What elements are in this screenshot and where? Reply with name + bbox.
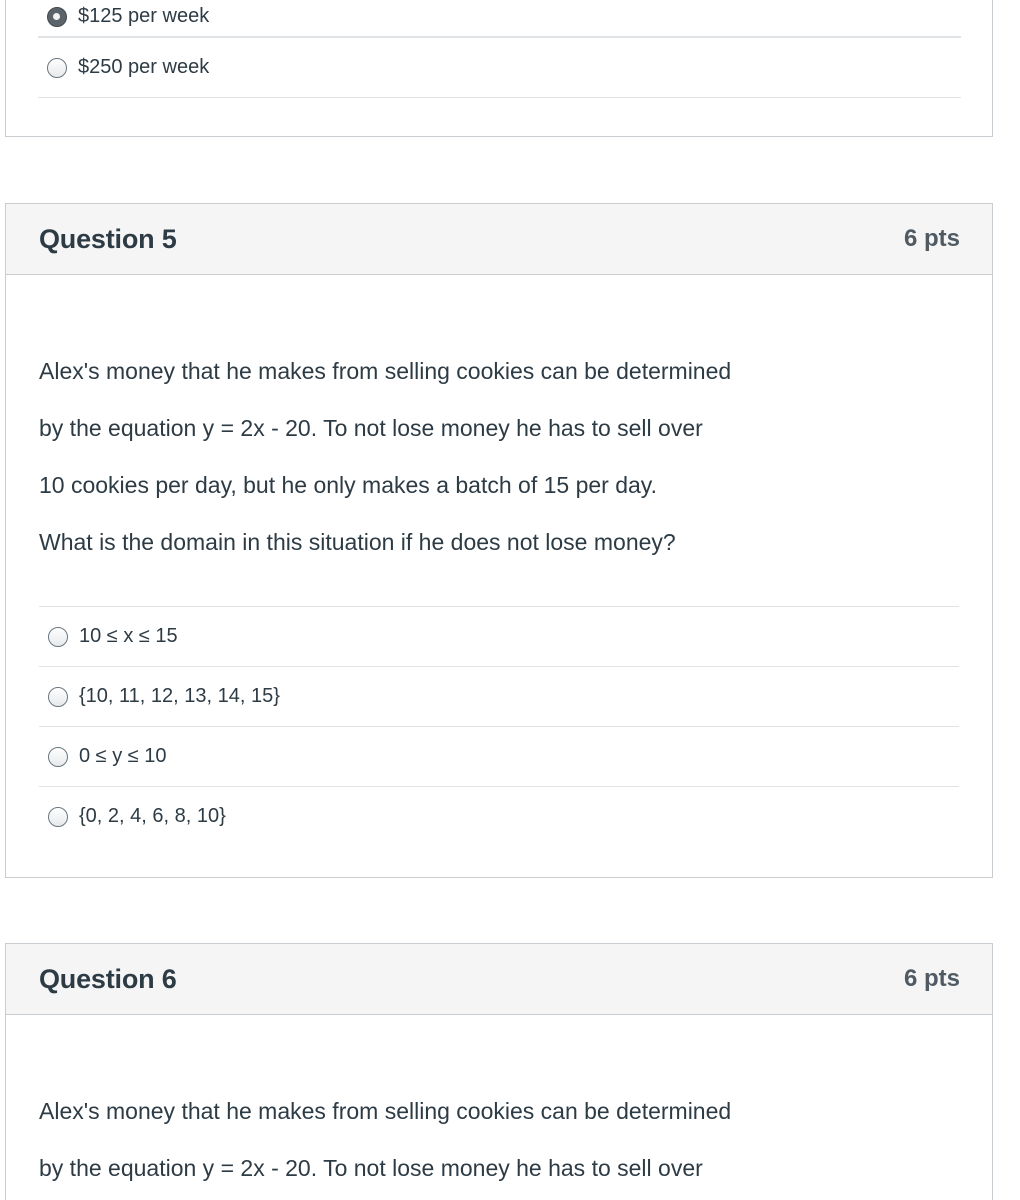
answer-option[interactable] xyxy=(38,0,961,37)
question-5-body xyxy=(6,275,992,846)
question-4-card xyxy=(5,0,993,137)
answer-option[interactable] xyxy=(39,667,959,727)
question-5-header xyxy=(6,204,992,275)
answer-label: 0 ≤ y ≤ 10 xyxy=(79,745,167,767)
question-title: Question 5 xyxy=(39,223,177,254)
question-points: 6 pts xyxy=(903,965,960,992)
answer-label: 10 ≤ x ≤ 15 xyxy=(79,625,178,647)
question-6-header xyxy=(6,944,992,1015)
question-title: Question 6 xyxy=(39,963,177,994)
question-text-line: by the equation y = 2x - 20. To not lose money he has to sell over xyxy=(39,1155,703,1181)
question-points: 6 pts xyxy=(903,225,960,252)
radio-icon[interactable] xyxy=(48,627,68,647)
question-text-line: Alex's money that he makes from selling cookies can be determined xyxy=(39,358,732,384)
question-5-answers xyxy=(39,606,959,846)
radio-selected-icon[interactable] xyxy=(47,7,67,27)
radio-icon[interactable] xyxy=(48,687,68,707)
radio-icon[interactable] xyxy=(48,807,68,827)
question-6-body xyxy=(6,1015,992,1197)
question-text-line: What is the domain in this situation if he does not lose money? xyxy=(39,529,676,555)
answer-option[interactable] xyxy=(38,37,961,98)
answer-label: $250 per week xyxy=(78,56,210,78)
answer-label: {0, 2, 4, 6, 8, 10} xyxy=(79,805,226,827)
question-4-answers xyxy=(38,0,961,98)
answer-option[interactable] xyxy=(39,727,959,787)
radio-icon[interactable] xyxy=(47,58,67,78)
question-text-line: Alex's money that he makes from selling cookies can be determined xyxy=(39,1098,732,1124)
question-text-line: 10 cookies per day, but he only makes a batch of 15 per day. xyxy=(39,472,657,498)
answer-option[interactable] xyxy=(39,607,959,667)
question-6-card xyxy=(5,943,993,1200)
question-text-line: by the equation y = 2x - 20. To not lose money he has to sell over xyxy=(39,415,703,441)
question-5-card xyxy=(5,203,993,878)
answer-label: {10, 11, 12, 13, 14, 15} xyxy=(79,685,280,707)
answer-option[interactable] xyxy=(39,787,959,846)
radio-icon[interactable] xyxy=(48,747,68,767)
answer-label: $125 per week xyxy=(78,5,210,27)
